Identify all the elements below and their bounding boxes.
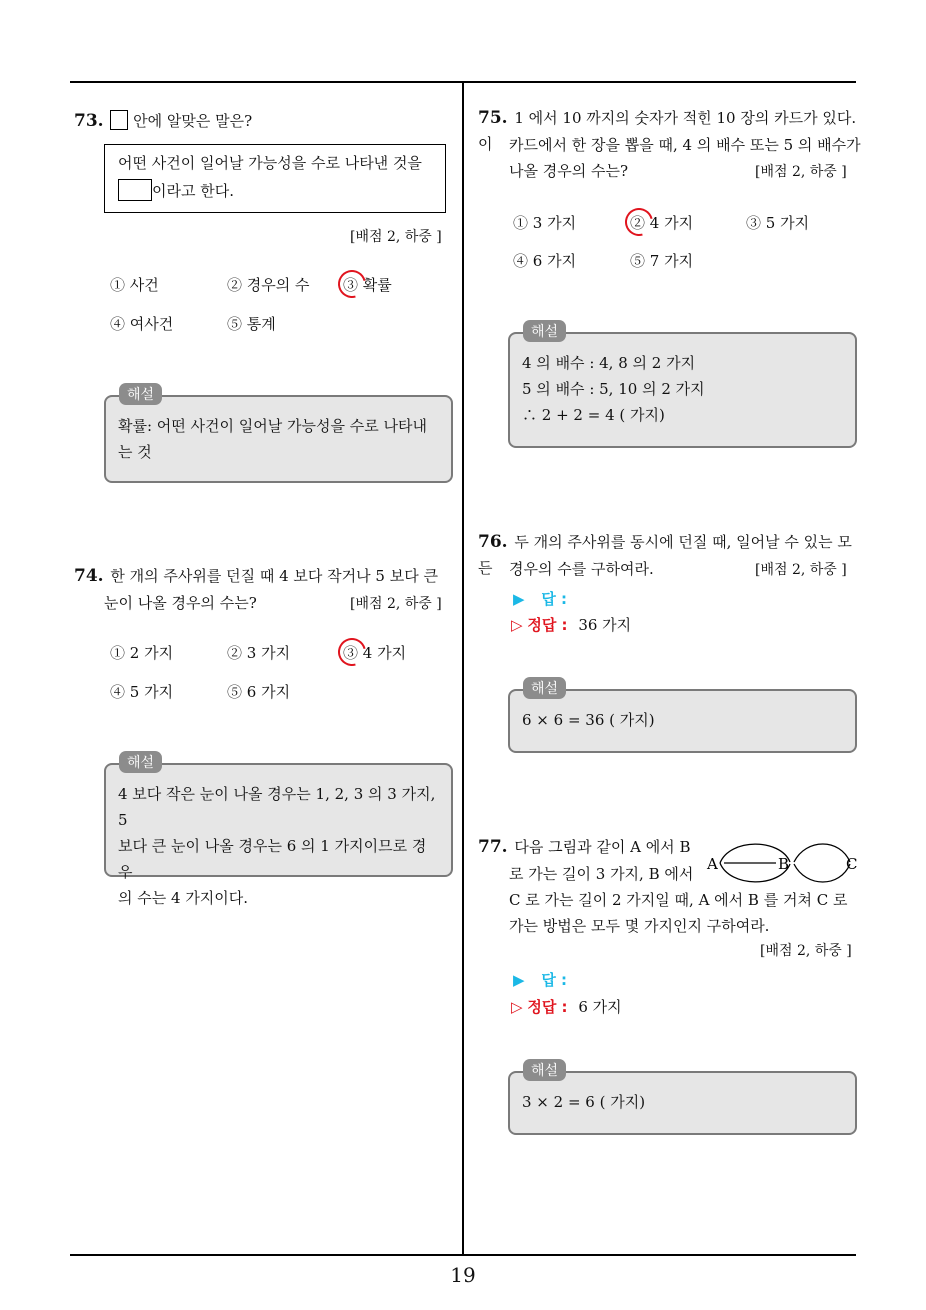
q75-option-3[interactable]: ③ 5 가지: [746, 214, 810, 232]
q77-answer-row: [513, 969, 567, 990]
q76-score: [배점 2, 하중 ]: [755, 562, 847, 578]
q76-answer-row: [513, 588, 567, 609]
q73-solution-text: 확률: 어떤 사건이 일어날 가능성을 수로 나타내는 것: [118, 417, 427, 461]
q75-solution-line2: 5 의 배수 : 5, 10 의 2 가지: [522, 380, 705, 398]
q75-answer-mark: [620, 203, 658, 241]
column-divider: [462, 82, 464, 1256]
q77-answer-label: 답 :: [541, 971, 568, 989]
q76-answer-label: 답 :: [541, 590, 568, 608]
q76-solution-text: 6 × 6 = 36 ( 가지): [522, 711, 655, 729]
node-c-label: C: [846, 855, 858, 873]
q73-box-line2: 이라고 한다.: [152, 182, 234, 200]
q74-solution-line2: 보다 큰 눈이 나올 경우는 6 의 1 가지이므로 경우: [118, 837, 427, 881]
q73-answer-mark: [333, 265, 371, 303]
q74-solution-line3: 의 수는 4 가지이다.: [118, 889, 249, 907]
q74-solution-line1: 4 보다 작은 눈이 나올 경우는 1, 2, 3 의 3 가지, 5: [118, 785, 436, 829]
q75-stem-line1: 1 에서 10 까지의 숫자가 적힌 10 장의 카드가 있다. 이: [478, 109, 857, 153]
q75-option-2[interactable]: ② 4 가지: [630, 214, 694, 232]
q73-stem: [74, 108, 252, 134]
q75-solution-line3: ∴ 2 + 2 = 4 ( 가지): [522, 406, 665, 424]
q74-option-3[interactable]: ③ 4 가지: [343, 644, 407, 662]
q75-solution-line1: 4 의 배수 : 4, 8 의 2 가지: [522, 354, 696, 372]
q74-solution-box: [104, 763, 453, 907]
q76-number: 76.: [478, 532, 508, 552]
q73-option-2[interactable]: ② 경우의 수: [227, 276, 310, 294]
node-b-label: B: [778, 855, 790, 873]
q73-box-line2-wrap: [118, 178, 234, 204]
q77-stem-line2: 로 가는 길이 3 가지, B 에서: [509, 865, 694, 883]
q73-stem-text: 안에 알맞은 말은?: [133, 112, 253, 130]
q77-route-diagram: [704, 836, 860, 890]
route-b-c-lower: [794, 864, 850, 882]
q73-score: [배점 2, 하중 ]: [350, 229, 442, 245]
q76-correct-row: [511, 614, 631, 635]
q77-solution-tag: 해설: [523, 1059, 566, 1081]
q77-solution-text: 3 × 2 = 6 ( 가지): [522, 1093, 646, 1111]
q75-number: 75.: [478, 108, 508, 128]
route-b-c-upper: [794, 844, 850, 862]
bottom-rule: [70, 1254, 856, 1256]
q74-solution-tag: 해설: [119, 751, 162, 773]
q76-correct-label: 정답 :: [527, 616, 568, 634]
play-icon: ▶: [513, 590, 525, 608]
q74-number: 74.: [74, 566, 104, 586]
q75-stem-line3: 나올 경우의 수는?: [509, 162, 629, 180]
q75-solution-tag: 해설: [523, 320, 566, 342]
q73-blank-box: [110, 110, 128, 130]
q73-solution-tag: 해설: [119, 383, 162, 405]
q73-option-3[interactable]: ③ 확률: [343, 276, 392, 294]
q77-correct-row: [511, 996, 622, 1017]
q77-stem-line4: 가는 방법은 모두 몇 가지인지 구하여라.: [509, 917, 770, 935]
q75-score: [배점 2, 하중 ]: [755, 164, 847, 180]
q76-correct-answer: 36 가지: [578, 616, 632, 634]
q74-stem: [74, 563, 458, 589]
q74-option-1[interactable]: ① 2 가지: [110, 644, 174, 662]
q74-option-4[interactable]: ④ 5 가지: [110, 683, 174, 701]
q74-option-5[interactable]: ⑤ 6 가지: [227, 683, 291, 701]
play-icon: ▶: [513, 971, 525, 989]
q75-solution-box: [508, 332, 857, 448]
q73-number: 73.: [74, 111, 104, 131]
q75-stem-line2: 카드에서 한 장을 뽑을 때, 4 의 배수 또는 5 의 배수가: [509, 136, 861, 154]
q77-correct-label: 정답 :: [527, 998, 568, 1016]
q75-option-5[interactable]: ⑤ 7 가지: [630, 252, 694, 270]
q73-option-5[interactable]: ⑤ 통계: [227, 315, 276, 333]
q76-solution-tag: 해설: [523, 677, 566, 699]
q77-stem-line3: C 로 가는 길이 2 가지일 때, A 에서 B 를 거쳐 C 로: [509, 891, 848, 909]
q73-answer-blank: [118, 179, 152, 201]
q74-score: [배점 2, 하중 ]: [350, 596, 442, 612]
q74-option-2[interactable]: ② 3 가지: [227, 644, 291, 662]
q73-option-1[interactable]: ① 사건: [110, 276, 159, 294]
q74-answer-mark: [333, 633, 371, 671]
q77-stem: [478, 834, 690, 860]
q75-option-1[interactable]: ① 3 가지: [513, 214, 577, 232]
q77-score: [배점 2, 하중 ]: [760, 943, 852, 959]
q76-stem-line2: 경우의 수를 구하여라.: [509, 560, 654, 578]
outline-play-icon: ▷: [511, 998, 523, 1016]
q74-stem-line2: 눈이 나올 경우의 수는?: [104, 594, 257, 612]
q77-stem-line1: 다음 그림과 같이 A 에서 B: [514, 838, 691, 856]
q73-box-line1: 어떤 사건이 일어날 가능성을 수로 나타낸 것을: [118, 154, 422, 172]
page-number: 19: [450, 1263, 476, 1287]
outline-play-icon: ▷: [511, 616, 523, 634]
q74-stem-line1: 한 개의 주사위를 던질 때 4 보다 작거나 5 보다 큰: [110, 567, 438, 585]
node-a-label: A: [707, 855, 718, 873]
q76-stem-line1: 두 개의 주사위를 동시에 던질 때, 일어날 수 있는 모든: [478, 533, 852, 577]
q75-option-4[interactable]: ④ 6 가지: [513, 252, 577, 270]
q73-solution-box: [104, 395, 453, 483]
q73-option-4[interactable]: ④ 여사건: [110, 315, 174, 333]
q77-number: 77.: [478, 837, 508, 857]
q77-correct-answer: 6 가지: [578, 998, 622, 1016]
